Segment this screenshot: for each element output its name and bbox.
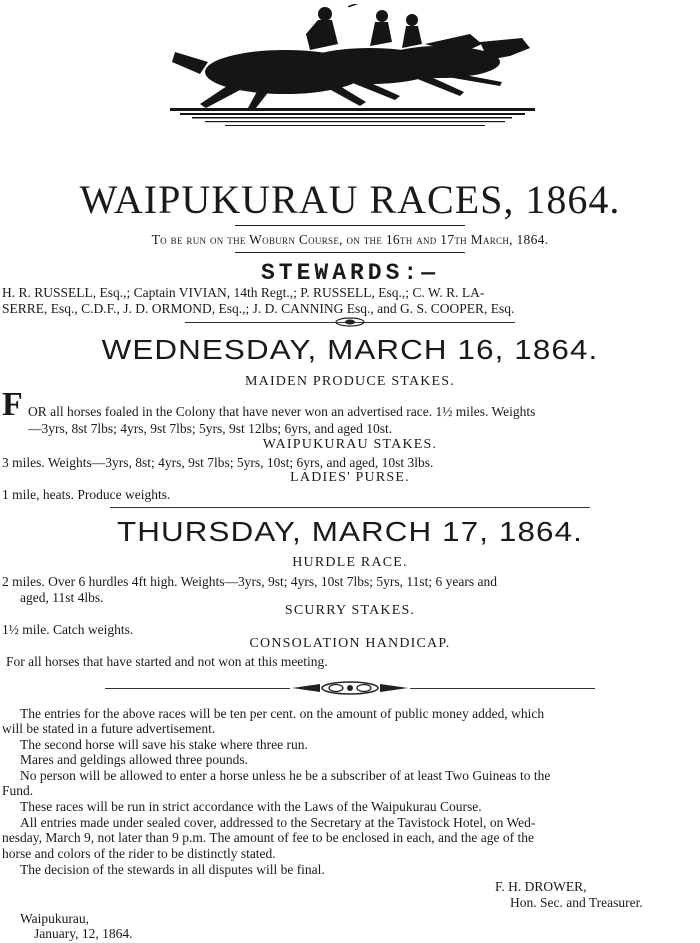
condition-3: Mares and geldings allowed three pounds. <box>20 752 248 767</box>
race-hurdle-race: HURDLE RACE. <box>292 555 408 570</box>
race-1-conditions-line-2: —3yrs, 8st 7lbs; 4yrs, 9st 7lbs; 5yrs, 9st 12lbs; 6yrs, and aged 10st. <box>28 421 393 436</box>
condition-4-line-2: Fund. <box>2 783 34 798</box>
race-4-conditions-line-2: aged, 11st 4lbs. <box>20 590 104 605</box>
drop-cap: F <box>2 386 23 423</box>
condition-7: The decision of the stewards in all disputes will be final. <box>20 862 325 877</box>
racehorses-engraving <box>170 4 535 134</box>
race-maiden-produce-stakes: MAIDEN PRODUCE STAKES. <box>244 374 455 389</box>
race-5-conditions: 1½ mile. Catch weights. <box>2 622 134 637</box>
subtitle: To be run on the Woburn Course, on the 16th and 17th March, 1864. <box>151 232 549 247</box>
stewards-line-1: H. R. RUSSELL, Esq.,; Captain VIVIAN, 14th Regt.,; P. RUSSELL, Esq.,; C. W. R. LA- <box>2 285 485 300</box>
condition-6-line-2: nesday, March 9, not later than 9 p.m. The amount of fee to be enclosed in each, and the age of the <box>2 830 534 845</box>
stewards-line-2: SERRE, Esq., C.D.F., J. D. ORMOND, Esq.,; J. D. CANNING Esq., and G. S. COOPER, Esq. <box>2 301 515 316</box>
page-title: WAIPUKURAU RACES, 1864. <box>79 177 621 222</box>
condition-1-line-1: The entries for the above races will be ten per cent. on the amount of public money added, which <box>20 706 545 721</box>
race-4-conditions-line-1: 2 miles. Over 6 hurdles 4ft high. Weights—3yrs, 9st; 4yrs, 10st 7lbs; 5yrs, 11st; 6 years and <box>2 574 498 589</box>
race-consolation-handicap: CONSOLATION HANDICAP. <box>249 636 451 651</box>
signature-name: F. H. DROWER, <box>495 879 587 894</box>
race-waipukurau-stakes: WAIPUKURAU STAKES. <box>262 437 438 452</box>
signature-place: Waipukurau, <box>20 911 90 926</box>
race-6-conditions: For all horses that have started and not won at this meeting. <box>6 654 328 669</box>
title-rule <box>235 225 465 226</box>
thursday-heading: THURSDAY, MARCH 17, 1864. <box>116 516 584 547</box>
race-1-conditions-line-1: OR all horses foaled in the Colony that have never won an advertised race. 1½ miles. Weights <box>28 404 536 419</box>
signature-role: Hon. Sec. and Treasurer. <box>510 895 643 910</box>
condition-2: The second horse will save his stake where three run. <box>20 737 308 752</box>
stewards-heading: STEWARDS:— <box>260 260 440 286</box>
conditions-divider-ornament <box>290 680 410 696</box>
condition-1-line-2: will be stated in a future advertisement. <box>2 721 216 736</box>
day-divider <box>110 507 590 508</box>
divider-ornament <box>330 316 370 328</box>
condition-6-line-3: horse and colors of the rider to be distinctly stated. <box>2 846 276 861</box>
signature-date: January, 12, 1864. <box>34 926 133 941</box>
wednesday-heading: WEDNESDAY, MARCH 16, 1864. <box>101 334 599 365</box>
condition-4-line-1: No person will be allowed to enter a horse unless he be a subscriber of at least Two Guineas to the <box>20 768 551 783</box>
race-ladies-purse: LADIES' PURSE. <box>290 470 410 485</box>
condition-5: These races will be run in strict accordance with the Laws of the Waipukurau Course. <box>20 799 482 814</box>
condition-6-line-1: All entries made under sealed cover, addressed to the Secretary at the Tavistock Hotel, on Wed- <box>20 815 536 830</box>
race-2-conditions: 3 miles. Weights—3yrs, 8st; 4yrs, 9st 7lbs; 5yrs, 10st; 6yrs, and aged, 10st 3lbs. <box>2 455 434 470</box>
race-scurry-stakes: SCURRY STAKES. <box>284 603 416 618</box>
race-3-conditions: 1 mile, heats. Produce weights. <box>2 487 171 502</box>
subtitle-rule <box>235 252 465 253</box>
